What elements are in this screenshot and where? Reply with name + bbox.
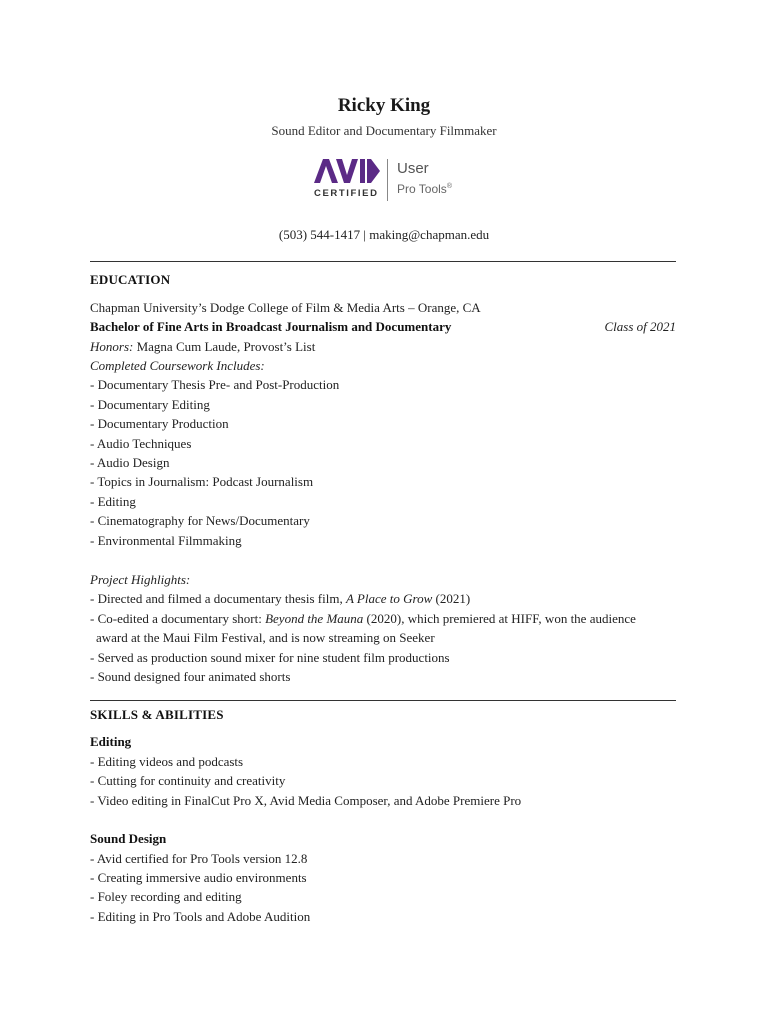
skill-item: - Foley recording and editing	[90, 889, 242, 904]
coursework-item: - Audio Design	[90, 455, 170, 470]
coursework-item: - Cinematography for News/Documentary	[90, 513, 310, 528]
coursework-item: - Editing	[90, 494, 136, 509]
section-divider	[90, 261, 676, 262]
skill-item: - Editing in Pro Tools and Adobe Audition	[90, 909, 311, 924]
coursework-item: - Audio Techniques	[90, 436, 192, 451]
resume-subtitle: Sound Editor and Documentary Filmmaker	[271, 123, 497, 138]
coursework-label: Completed Coursework Includes:	[90, 358, 265, 373]
projects-label: Project Highlights:	[90, 572, 191, 587]
project-item: - Sound designed four animated shorts	[90, 669, 291, 684]
coursework-item: - Environmental Filmmaking	[90, 533, 242, 548]
honors-line	[90, 339, 315, 355]
coursework-item: - Documentary Thesis Pre- and Post-Production	[90, 377, 340, 392]
avid-logo-icon	[314, 159, 380, 183]
skill-item: - Cutting for continuity and creativity	[90, 773, 286, 788]
skill-item: - Editing videos and podcasts	[90, 754, 244, 769]
logo-divider	[387, 159, 388, 201]
project-item: - Served as production sound mixer for nine student film productions	[90, 650, 450, 665]
resume-name: Ricky King	[337, 95, 431, 116]
contact-line: (503) 544-1417 | making@chapman.edu	[278, 227, 490, 242]
logo-user-label: User	[397, 160, 429, 177]
phone-number: (503) 544-1417	[278, 227, 361, 242]
project-item: - Directed and filmed a documentary thesis film, A Place to Grow (2021)	[90, 591, 471, 606]
degree-title: Bachelor of Fine Arts in Broadcast Journalism and Documentary	[90, 319, 452, 334]
email-address: making@chapman.edu	[369, 227, 490, 242]
logo-product-label: Pro Tools®	[397, 182, 452, 196]
editing-subheading: Editing	[90, 734, 132, 749]
sound-design-subheading: Sound Design	[90, 831, 167, 846]
skill-item: - Video editing in FinalCut Pro X, Avid Media Composer, and Adobe Premiere Pro	[90, 793, 522, 808]
education-heading: EDUCATION	[90, 272, 171, 287]
honors-value: Magna Cum Laude, Provost’s List	[133, 339, 316, 354]
coursework-item: - Topics in Journalism: Podcast Journalism	[90, 474, 314, 489]
honors-label: Honors:	[90, 339, 134, 354]
skill-item: - Creating immersive audio environments	[90, 870, 307, 885]
certified-label: CERTIFIED	[314, 188, 379, 199]
coursework-item: - Documentary Production	[90, 416, 229, 431]
project-item-continuation: award at the Maui Film Festival, and is now streaming on Seeker	[96, 630, 435, 645]
skills-heading: SKILLS & ABILITIES	[90, 707, 224, 722]
avid-certified-logo	[312, 155, 462, 205]
section-divider	[90, 700, 676, 701]
school-name: Chapman University’s Dodge College of Film & Media Arts – Orange, CA	[90, 300, 481, 315]
graduation-class: Class of 2021	[604, 319, 676, 334]
coursework-item: - Documentary Editing	[90, 397, 210, 412]
project-item: - Co-edited a documentary short: Beyond the Mauna (2020), which premiered at HIFF, won the audience	[90, 611, 636, 626]
skill-item: - Avid certified for Pro Tools version 12.8	[90, 851, 308, 866]
